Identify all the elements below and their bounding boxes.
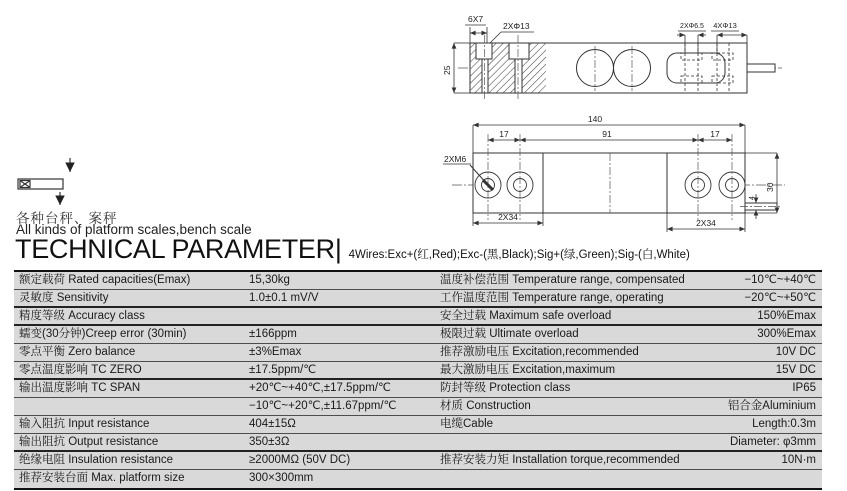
param-value: 15,30kg [249, 274, 290, 286]
param-label: 输出阻抗 Output resistance [19, 436, 159, 448]
param-label: 精度等级 Accuracy class [19, 310, 145, 322]
param-value: 350±3Ω [249, 436, 290, 448]
dim-pitch-left-label: 17 [499, 129, 509, 139]
param-value: 10V DC [775, 346, 816, 358]
table-row [14, 452, 822, 470]
param-value: +20℃~+40℃,±17.5ppm/℃ [249, 382, 391, 394]
param-label: 电缆Cable [440, 418, 494, 430]
table-row [14, 290, 822, 308]
param-label [14, 398, 249, 415]
param-value: −20℃~+50℃ [744, 292, 816, 304]
param-label: 输入阻抗 Input resistance [19, 418, 150, 430]
plan-view [452, 134, 785, 220]
table-row [14, 380, 822, 398]
param-label: 最大激励电压 Excitation,maximum [440, 364, 616, 376]
param-value: 铝合金Aluminium [727, 400, 816, 412]
wiring-legend: 4Wires:Exc+(红,Red);Exc-(黑,Black);Sig+(绿,Green);Sig-(白,White) [348, 249, 690, 261]
param-value: 300×300mm [249, 472, 314, 484]
param-value: ±17.5ppm/℃ [249, 364, 317, 376]
param-label: 推荐安装力矩 Installation torque,recommended [440, 454, 680, 466]
param-value: 15V DC [775, 364, 816, 376]
side-section-view [458, 35, 782, 100]
param-label: 绝缘电阻 Insulation resistance [19, 454, 174, 466]
dim-large-holes-label: 4XΦ13 [713, 21, 737, 30]
application-caption-zh: 各种台秤、案秤 [16, 211, 118, 226]
param-value: ≥2000MΩ (50V DC) [249, 454, 351, 466]
param-label: 防封等级 Protection class [440, 382, 571, 394]
table-row [14, 362, 822, 380]
param-value: IP65 [792, 382, 816, 394]
dim-height-label: 25 [442, 65, 452, 75]
param-value: −10℃~+20℃,±11.67ppm/℃ [249, 400, 397, 412]
param-label: 额定载荷 Rated capacities(Emax) [19, 274, 191, 286]
technical-parameter-table [14, 270, 822, 490]
param-label: 输出温度影响 TC SPAN [19, 382, 141, 394]
dim-spacing-right-label: 2X34 [696, 218, 716, 228]
dim-length-label: 140 [587, 114, 603, 124]
param-value: 300%Emax [757, 328, 816, 340]
param-label: 材质 Construction [440, 400, 531, 412]
dim-cable-label: 4 [749, 196, 756, 200]
param-label: 灵敏度 Sensitivity [19, 292, 109, 304]
dim-thread-label: 2XM6 [444, 154, 467, 164]
load-direction-icon [8, 150, 118, 210]
dim-pitch-right-label: 17 [710, 129, 720, 139]
param-value: Length:0.3m [752, 418, 816, 430]
param-value: 10N·m [781, 454, 816, 466]
param-label: 零点温度影响 TC ZERO [19, 364, 142, 376]
param-label: 零点平衡 Zero balance [19, 346, 136, 358]
param-value: −10℃~+40℃ [744, 274, 816, 286]
param-value: ±166ppm [249, 328, 297, 340]
dim-span-label: 91 [602, 129, 612, 139]
section-heading [15, 234, 690, 265]
dim-top-holes-label: 2XΦ13 [503, 21, 530, 31]
table-row [14, 434, 822, 452]
param-value: Diameter: φ3mm [729, 436, 816, 448]
param-label: 推荐安装台面 Max. platform size [19, 472, 185, 484]
param-label: 极限过载 Ultimate overload [440, 328, 579, 340]
param-label: 蠕变(30分钟)Creep error (30min) [19, 328, 187, 340]
param-value: 404±15Ω [249, 418, 296, 430]
application-caption-en: All kinds of platform scales,bench scale [16, 222, 252, 237]
dim-width-label: 30 [765, 182, 775, 192]
param-value: 1.0±0.1 mV/V [249, 292, 319, 304]
param-value [702, 470, 822, 488]
param-value: ±3%Emax [249, 346, 302, 358]
table-row [14, 326, 822, 344]
dim-spacing-left-label: 2X34 [498, 212, 518, 222]
param-value [249, 308, 440, 324]
table-row [14, 308, 822, 326]
load-cell-technical-drawing [440, 0, 847, 248]
param-label: 温度补偿范围 Temperature range, compensated [440, 274, 685, 286]
table-row [14, 344, 822, 362]
dim-small-holes-label: 2XΦ6.5 [680, 23, 704, 30]
param-label: 推荐激励电压 Excitation,recommended [440, 346, 639, 358]
param-label [440, 434, 702, 450]
page-title: TECHNICAL PARAMETER| [15, 234, 342, 264]
table-row [14, 398, 822, 416]
param-label: 安全过载 Maximum safe overload [440, 310, 612, 322]
table-row [14, 416, 822, 434]
dim-slot-label: 6X7 [468, 14, 484, 24]
table-row [14, 470, 822, 488]
table-row [14, 272, 822, 290]
param-label: 工作温度范围 Temperature range, operating [440, 292, 664, 304]
param-label [440, 470, 702, 488]
param-value: 150%Emax [757, 310, 816, 322]
